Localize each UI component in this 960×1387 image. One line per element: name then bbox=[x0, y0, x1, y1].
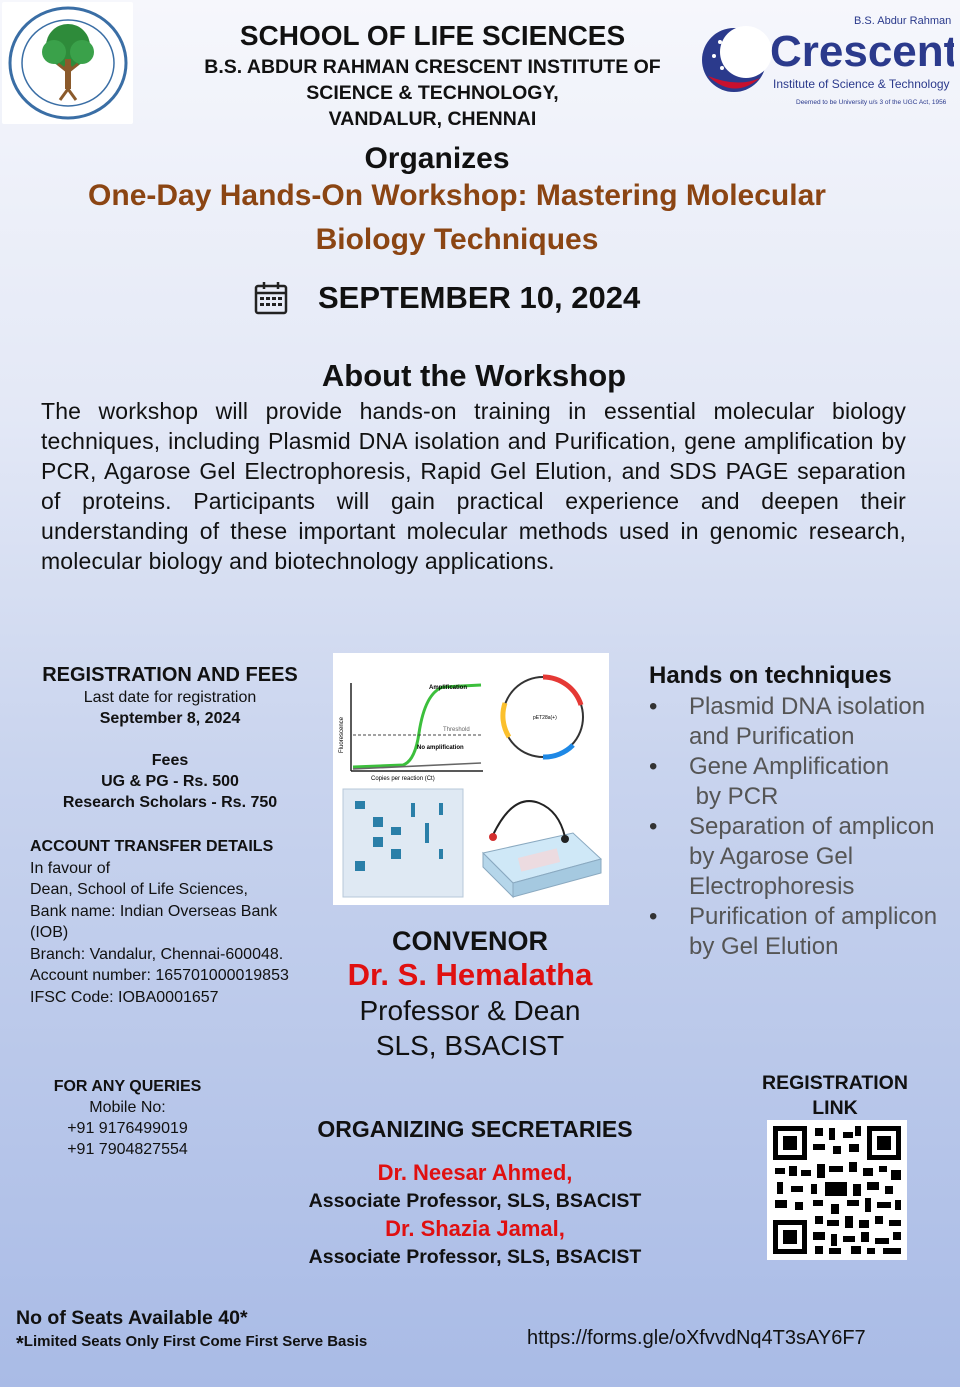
list-item: • Gene Amplification by PCR bbox=[649, 753, 890, 810]
registration-link-label: REGISTRATION LINK bbox=[762, 1072, 908, 1119]
about-text: The workshop will provide hands-on training in essential molecular biology techniques, including Plasmid DNA isolation and Purification, gene amplification by PCR, Agarose Gel Electrophoresis, Rapid Gel Elution, and SDS PAGE separation of proteins. Participants will gain practical experience and deepen their understanding of these important molecular methods used in genomic research, molecular biology and biotechnology applications. bbox=[41, 398, 906, 574]
last-date-label: Last date for registration bbox=[83, 689, 257, 706]
secretaries-block bbox=[280, 1116, 670, 1271]
molecular-techniques-figure bbox=[333, 653, 609, 905]
registration-qr-code[interactable] bbox=[767, 1120, 907, 1260]
fee-ug-pg: UG & PG - Rs. 500 bbox=[101, 773, 239, 790]
fee-scholars: Research Scholars - Rs. 750 bbox=[62, 794, 278, 811]
secretary-title: Associate Professor, SLS, BSACIST bbox=[308, 1190, 642, 1212]
convenor-title: Professor & Dean bbox=[359, 995, 581, 1026]
secretary-name: Dr. Neesar Ahmed, bbox=[377, 1160, 573, 1185]
seats-available: No of Seats Available 40* bbox=[16, 1307, 248, 1329]
bullet-icon: • bbox=[649, 813, 658, 840]
crescent-emblem-icon bbox=[698, 8, 954, 112]
organizes-label: Organizes bbox=[364, 142, 510, 175]
institute-name: B.S. ABDUR RAHMAN CRESCENT INSTITUTE OF SCIENCE & TECHNOLOGY, VANDALUR, CHENNAI bbox=[204, 56, 661, 130]
queries-heading: FOR ANY QUERIES bbox=[53, 1078, 202, 1095]
about-heading: About the Workshop bbox=[321, 358, 627, 393]
last-date: September 8, 2024 bbox=[99, 710, 241, 727]
school-logo bbox=[2, 2, 133, 124]
svg-text:Crescent: Crescent bbox=[770, 27, 954, 76]
event-date bbox=[254, 278, 640, 318]
calendar-icon bbox=[254, 281, 288, 315]
svg-text:No amplification: No amplification bbox=[417, 745, 464, 751]
workshop-title: One-Day Hands-On Workshop: Mastering Molecular Biology Techniques bbox=[88, 179, 826, 256]
secretary-title: Associate Professor, SLS, BSACIST bbox=[308, 1246, 642, 1268]
phone-number: +91 7904827554 bbox=[67, 1141, 188, 1158]
convenor-name: Dr. S. Hemalatha bbox=[347, 957, 593, 992]
svg-text:Deemed to be University u/s 3: Deemed to be University u/s 3 of the UGC Act, 1956 bbox=[796, 99, 947, 106]
list-item: • Separation of amplicon by Agarose Gel Electrophoresis bbox=[649, 813, 935, 900]
svg-text:Amplification: Amplification bbox=[429, 685, 468, 691]
account-details: ACCOUNT TRANSFER DETAILS In favour of Dean, School of Life Sciences, Bank name: Indian Overseas Bank (IOB) Branch: Vandalur, Chennai-600048. Account number: 165701000019853 IFSC Code: IOBA0001657 bbox=[30, 836, 330, 1008]
bullet-icon: • bbox=[649, 903, 658, 930]
svg-text:B.S. Abdur Rahman: B.S. Abdur Rahman bbox=[854, 15, 952, 27]
svg-text:pET28a(+): pET28a(+) bbox=[533, 715, 557, 721]
list-item: • Plasmid DNA isolation and Purification bbox=[649, 693, 926, 750]
techniques-list bbox=[649, 692, 954, 962]
secretary-name: Dr. Shazia Jamal, bbox=[385, 1216, 565, 1241]
phone-number: +91 9176499019 bbox=[67, 1120, 188, 1137]
registration-heading: REGISTRATION AND FEES bbox=[42, 664, 298, 686]
fees-label: Fees bbox=[151, 752, 189, 769]
svg-text:Threshold: Threshold bbox=[443, 727, 470, 733]
date-text: SEPTEMBER 10, 2024 bbox=[318, 280, 641, 315]
school-title: SCHOOL OF LIFE SCIENCES bbox=[239, 20, 626, 51]
tree-logo-icon bbox=[6, 4, 130, 122]
convenor-dept: SLS, BSACIST bbox=[375, 1030, 565, 1061]
crescent-logo bbox=[698, 8, 954, 112]
bullet-icon: • bbox=[649, 753, 658, 780]
queries-block bbox=[40, 1076, 215, 1160]
svg-text:Copies per reaction (Ct): Copies per reaction (Ct) bbox=[371, 776, 435, 782]
registration-fees bbox=[20, 663, 320, 813]
registration-url-link[interactable]: https://forms.gle/oXfvvdNq4T3sAY6F7 bbox=[527, 1327, 866, 1349]
svg-text:Fluorescence: Fluorescence bbox=[339, 716, 345, 753]
qr-code-icon bbox=[767, 1120, 907, 1260]
bullet-icon: • bbox=[649, 693, 658, 720]
figure-illustration bbox=[333, 653, 609, 905]
hands-on-heading: Hands on techniques bbox=[649, 662, 892, 689]
hands-on-techniques bbox=[649, 662, 954, 962]
list-item: • Purification of amplicon by Gel Elution bbox=[649, 903, 938, 960]
convenor-heading: CONVENOR bbox=[391, 926, 548, 956]
svg-text:Institute of Science & Technol: Institute of Science & Technology bbox=[773, 77, 950, 91]
account-heading: ACCOUNT TRANSFER DETAILS bbox=[30, 838, 274, 855]
convenor-block bbox=[345, 925, 595, 1063]
limited-seats-note: *Limited Seats Only First Come First Serve Basis bbox=[16, 1333, 368, 1355]
mobile-label: Mobile No: bbox=[89, 1099, 166, 1116]
secretaries-heading: ORGANIZING SECRETARIES bbox=[317, 1116, 633, 1142]
